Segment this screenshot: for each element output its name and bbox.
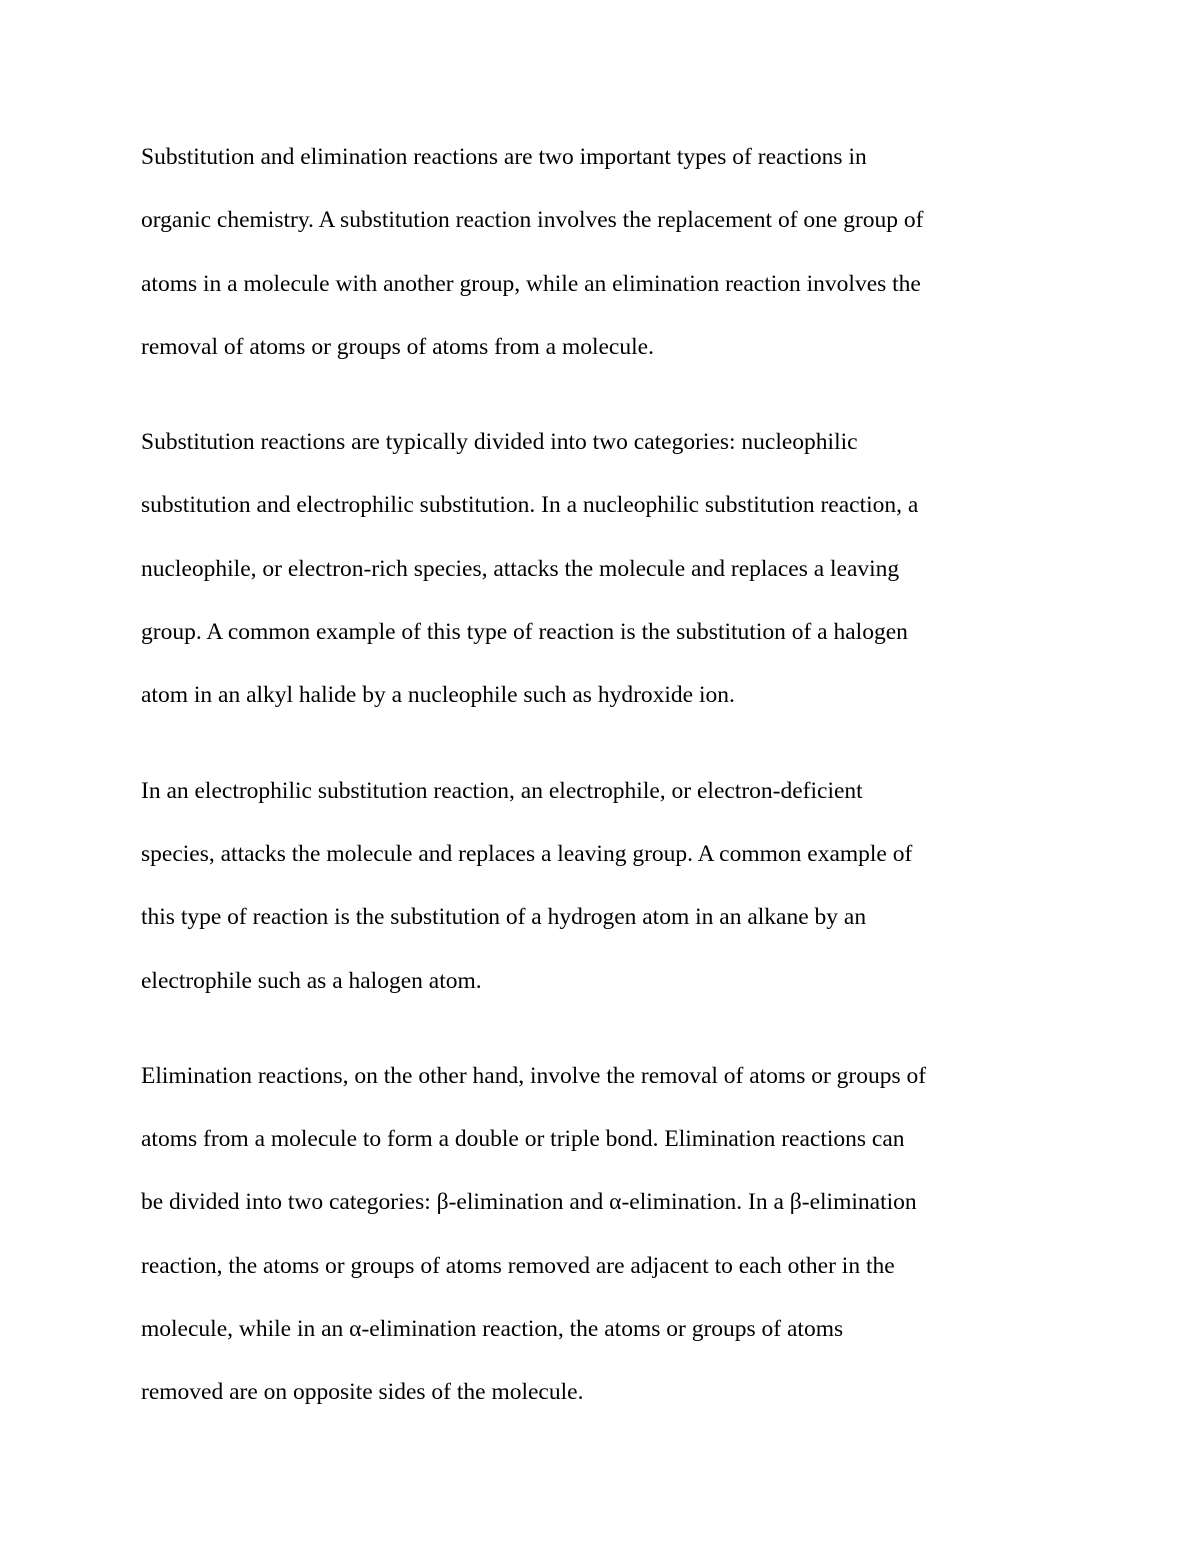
paragraph-line: In an electrophilic substitution reaction, an electrophile, or electron-deficient — [141, 777, 863, 804]
paragraph-line: be divided into two categories: β-elimination and α-elimination. In a β-elimination — [141, 1189, 917, 1216]
paragraph-spacer — [141, 1013, 1076, 1045]
paragraph-3 — [141, 760, 1076, 1013]
paragraph-spacer — [141, 379, 1076, 411]
paragraph-line: electrophile such as a halogen atom. — [141, 967, 482, 994]
document-body — [141, 126, 1076, 1425]
paragraph-line: Substitution and elimination reactions are two important types of reactions in — [141, 144, 867, 170]
paragraph-line: group. A common example of this type of reaction is the substitution of a halogen — [141, 619, 908, 646]
paragraph-4 — [141, 1045, 1076, 1425]
paragraph-line: removed are on opposite sides of the molecule. — [141, 1379, 584, 1406]
paragraph-line: organic chemistry. A substitution reaction involves the replacement of one group of — [141, 207, 924, 234]
paragraph-line: species, attacks the molecule and replaces a leaving group. A common example of — [141, 840, 913, 867]
paragraph-spacer — [141, 728, 1076, 760]
paragraph-1 — [141, 126, 1076, 379]
paragraph-line: this type of reaction is the substitution of a hydrogen atom in an alkane by an — [141, 904, 867, 931]
paragraph-line: substitution and electrophilic substitution. In a nucleophilic substitution reaction, a — [141, 492, 919, 519]
paragraph-line: Elimination reactions, on the other hand, involve the removal of atoms or groups of — [141, 1062, 927, 1089]
paragraph-line: removal of atoms or groups of atoms from a molecule. — [141, 333, 654, 360]
paragraph-line: reaction, the atoms or groups of atoms removed are adjacent to each other in the — [141, 1252, 895, 1279]
paragraph-line: molecule, while in an α-elimination reaction, the atoms or groups of atoms — [141, 1316, 844, 1343]
paragraph-line: nucleophile, or electron-rich species, attacks the molecule and replaces a leaving — [141, 555, 900, 582]
paragraph-2 — [141, 411, 1076, 727]
paragraph-line: atom in an alkyl halide by a nucleophile such as hydroxide ion. — [141, 682, 735, 709]
paragraph-line: Substitution reactions are typically divided into two categories: nucleophilic — [141, 429, 858, 456]
paragraph-line: atoms from a molecule to form a double or triple bond. Elimination reactions can — [141, 1126, 905, 1153]
paragraph-line: atoms in a molecule with another group, while an elimination reaction involves the — [141, 270, 921, 297]
